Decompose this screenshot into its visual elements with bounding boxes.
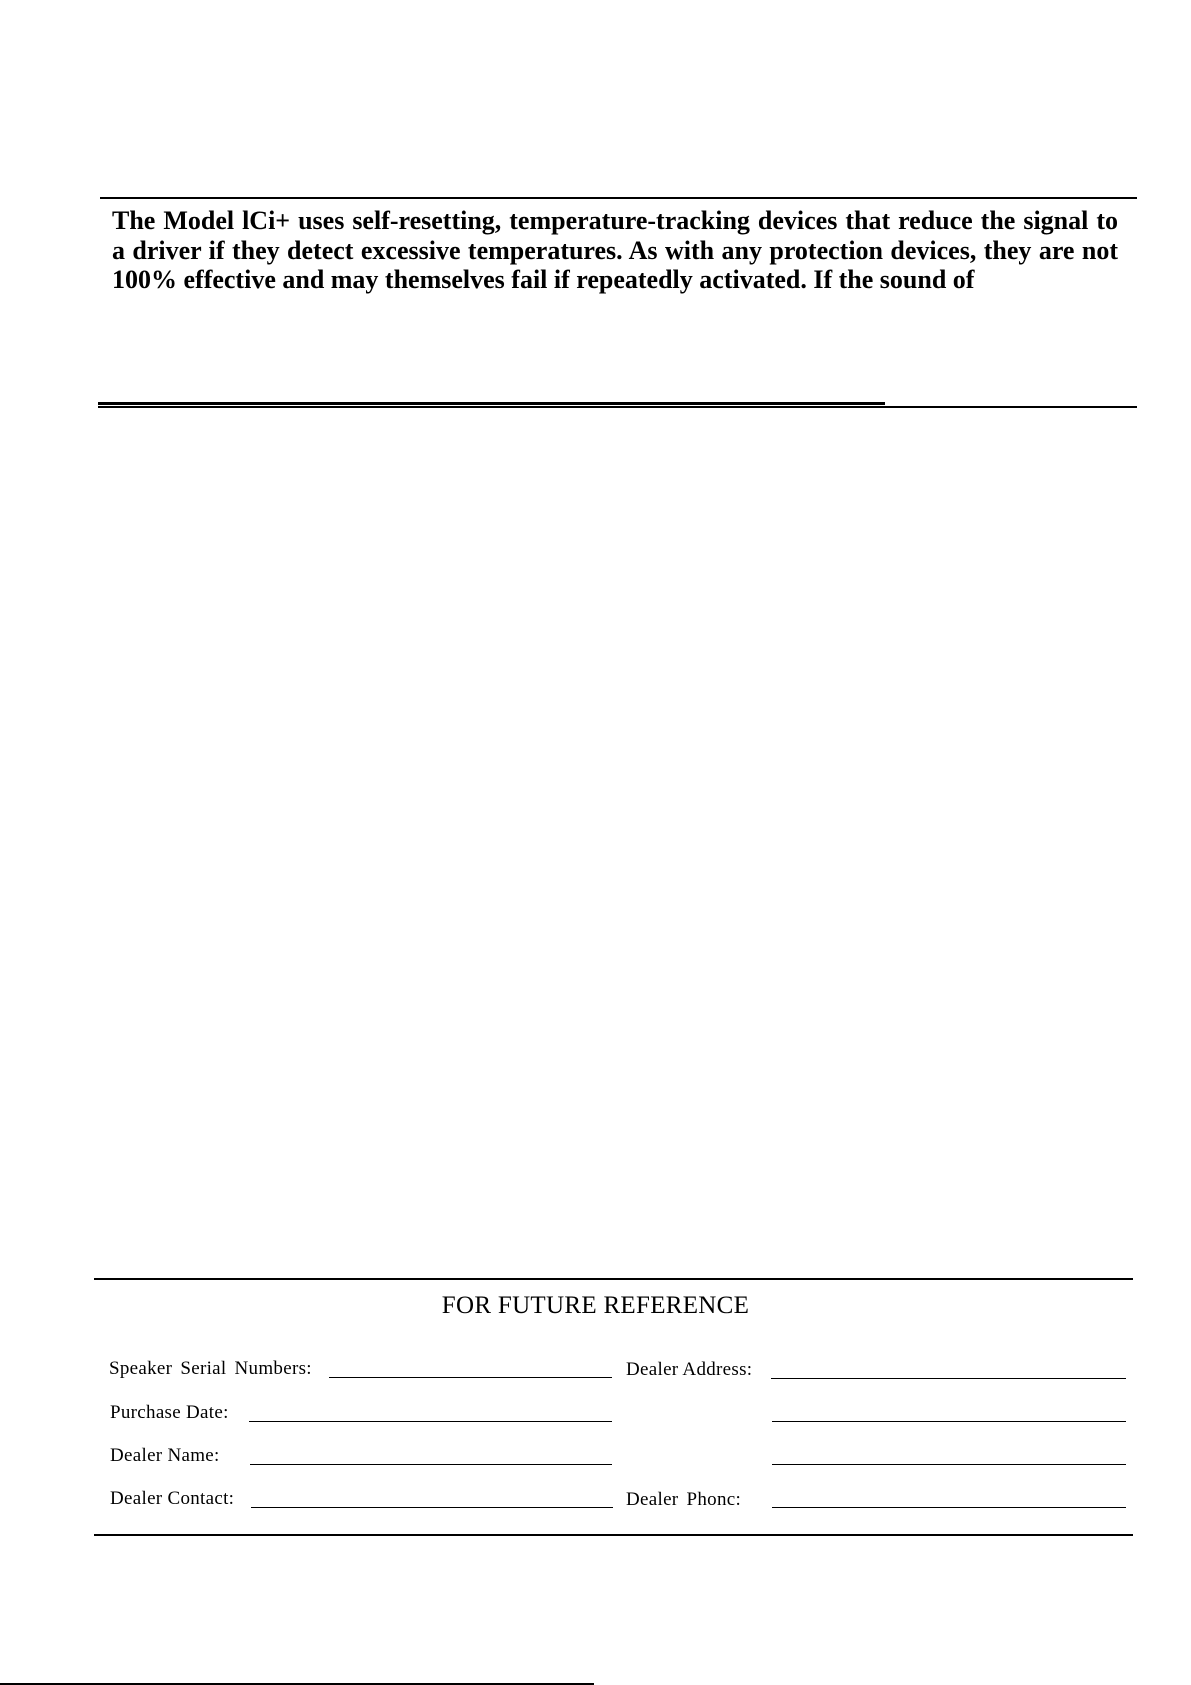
reference-top-rule	[94, 1278, 1133, 1280]
dealer-address-field-line-2[interactable]	[772, 1421, 1126, 1422]
dealer-phone-field[interactable]	[772, 1507, 1126, 1508]
dealer-contact-field[interactable]	[251, 1507, 613, 1508]
warning-box-top-rule-overlay	[282, 198, 494, 200]
dealer-contact-label: Dealer Contact:	[110, 1488, 235, 1509]
dealer-address-label: Dealer Address:	[626, 1359, 753, 1380]
reference-bottom-rule	[94, 1534, 1133, 1536]
dealer-address-field-line-3[interactable]	[772, 1464, 1126, 1465]
dealer-address-field[interactable]	[771, 1378, 1126, 1379]
warning-paragraph: The Model lCi+ uses self-resetting, temperature-tracking devices that reduce the signal to a driver if they detect excessive temperatures. As with any protection devices, they are not 100% effective and may themselves fail if repeatedly activated. If the sound of	[112, 206, 1118, 294]
purchase-date-field[interactable]	[249, 1421, 612, 1422]
warning-box-bottom-rule	[98, 406, 1137, 408]
warning-box-bottom-rule-thick	[98, 402, 885, 405]
reference-title: FOR FUTURE REFERENCE	[441, 1292, 750, 1319]
dealer-phone-label: Dealer Phonc:	[626, 1489, 742, 1510]
speaker-serial-numbers-label: Speaker Serial Numbers:	[109, 1358, 312, 1379]
page-bottom-rule	[0, 1683, 594, 1685]
speaker-serial-numbers-field[interactable]	[329, 1377, 612, 1378]
warning-box-top-rule	[100, 197, 1137, 199]
dealer-name-field[interactable]	[250, 1464, 612, 1465]
dealer-name-label: Dealer Name:	[110, 1445, 220, 1466]
purchase-date-label: Purchase Date:	[110, 1402, 229, 1423]
